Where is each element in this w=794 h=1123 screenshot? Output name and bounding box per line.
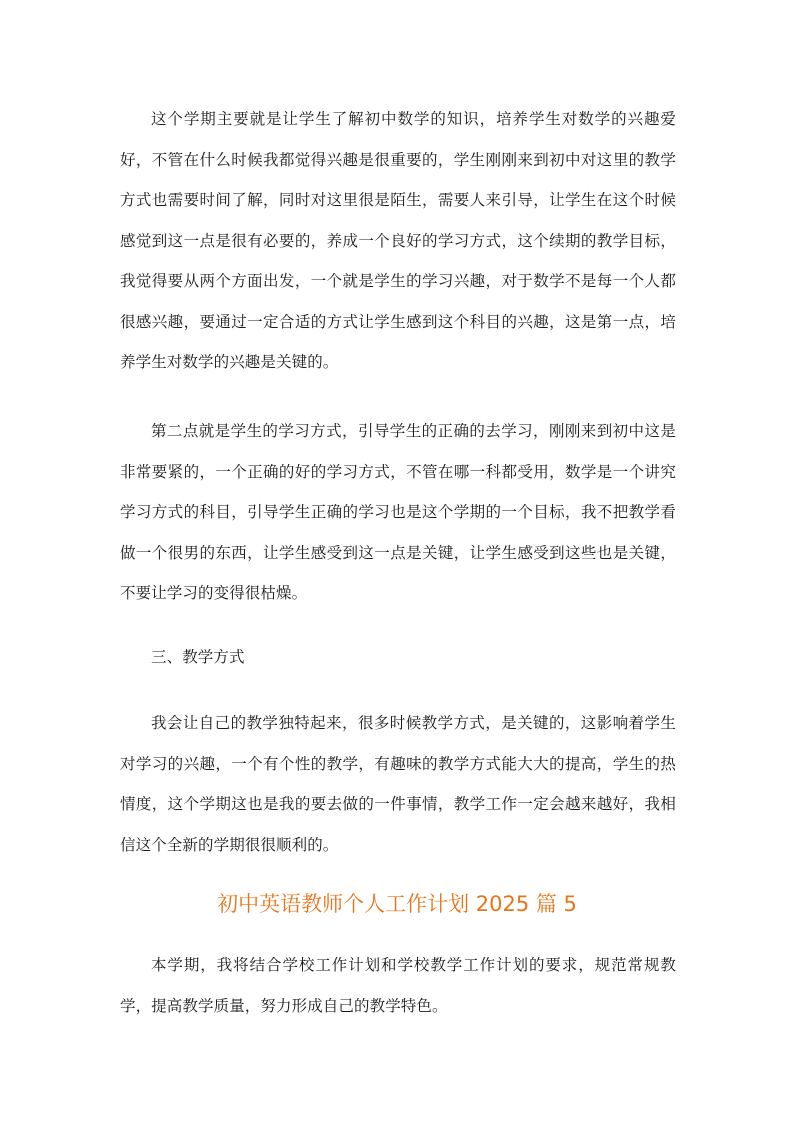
paragraph-learning-method: 第二点就是学生的学习方式，引导学生的正确的去学习，刚刚来到初中这是非常要紧的，一个正确的好的学习方式，不管在哪一科都受用，数学是一个讲究学习方式的科目，引导学生正确的学习也是这个学期的一个目标，我不把教学看做一个很男的东西，让学生感受到这一点是关键，让学生感受到这些也是关键，不要让学习的变得很枯燥。 <box>120 422 676 602</box>
paragraph-teaching-style: 我会让自己的教学独特起来，很多时候教学方式，是关键的，这影响着学生对学习的兴趣，一个有个性的教学，有趣味的教学方式能大大的提高，学生的热情度，这个学期这也是我的要去做的一件事情，教学工作一定会越来越好，我相信这个全新的学期很很顺利的。 <box>120 714 676 854</box>
paragraph-interest: 这个学期主要就是让学生了解初中数学的知识，培养学生对数学的兴趣爱好，不管在什么时候我都觉得兴趣是很重要的，学生刚刚来到初中对这里的教学方式也需要时间了解，同时对这里很是陌生，需要人来引导，让学生在这个时候感觉到这一点是很有必要的，养成一个良好的学习方式，这个续期的教学目标，我觉得要从两个方面出发，一个就是学生的学习兴趣，对于数学不是每一个人都很感兴趣，要通过一定合适的方式让学生感到这个科目的兴趣，这是第一点，培养学生对数学的兴趣是关键的。 <box>120 110 676 371</box>
section-heading-teaching-method: 三、教学方式 <box>151 648 245 666</box>
plan-title-heading: 初中英语教师个人工作计划 2025 篇 5 <box>217 892 577 916</box>
paragraph-semester-intro: 本学期，我将结合学校工作计划和学校教学工作计划的要求，规范常规教学，提高教学质量，努力形成自己的教学特色。 <box>120 956 676 1015</box>
